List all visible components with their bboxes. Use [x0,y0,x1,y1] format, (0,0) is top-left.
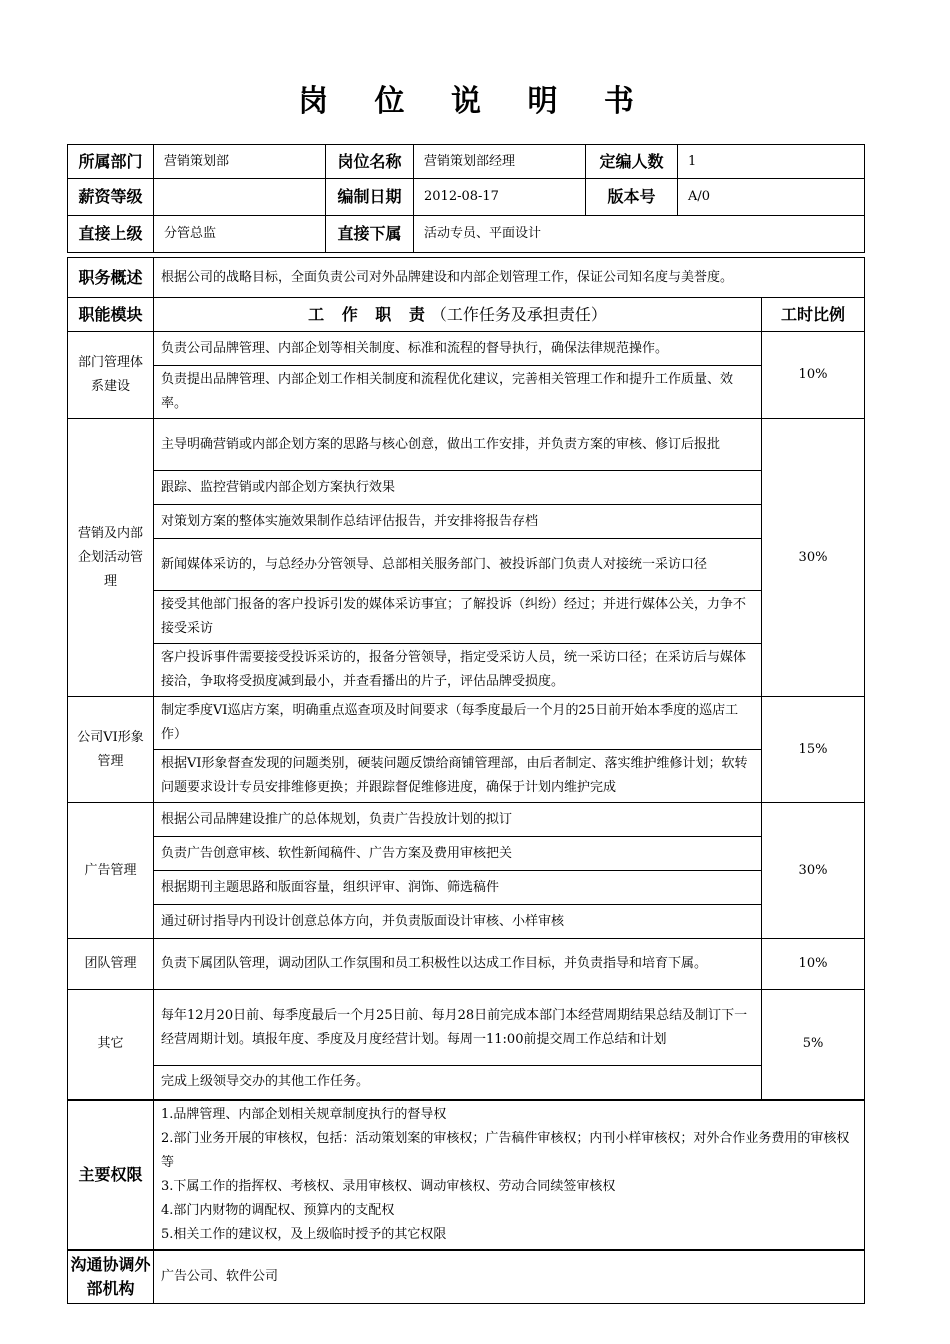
version-label: 版本号 [586,179,678,216]
authority-item: 1.品牌管理、内部企划相关规章制度执行的督导权 [161,1106,447,1122]
module-name: 公司VI形象管理 [68,697,154,803]
module-name: 营销及内部企划活动管理 [68,419,154,697]
module-ratio: 30% [762,419,865,697]
duty-item: 跟踪、监控营销或内部企划方案执行效果 [154,471,762,505]
authority-label: 主要权限 [68,1100,154,1250]
duty-item: 负责提出品牌管理、内部企划工作相关制度和流程优化建议，完善相关管理工作和提升工作质量、效率。 [154,366,762,419]
quota-value: 1 [678,145,865,179]
duty-item: 通过研讨指导内刊设计创意总体方向，并负责版面设计审核、小样审核 [154,905,762,939]
duty-item: 制定季度VI巡店方案，明确重点巡查项及时间要求（每季度最后一个月的25日前开始本季度的巡店工作） [154,697,762,750]
authority-item: 3.下属工作的指挥权、考核权、录用审核权、调动审核权、劳动合同续签审核权 [161,1178,616,1194]
date-value: 2012-08-17 [414,179,586,216]
module-ratio: 30% [762,803,865,939]
salary-value [154,179,326,216]
duty-header-note: （工作任务及承担责任） [430,304,607,324]
dept-label: 所属部门 [68,145,154,179]
authority-item: 5.相关工作的建议权，及上级临时授予的其它权限 [161,1226,447,1242]
duty-item: 根据公司品牌建设推广的总体规划，负责广告投放计划的拟订 [154,803,762,837]
duty-item: 完成上级领导交办的其他工作任务。 [154,1066,762,1100]
salary-label: 薪资等级 [68,179,154,216]
duty-item: 客户投诉事件需要接受投诉采访的，报备分管领导，指定受采访人员，统一采访口径；在采访后与媒体接洽，争取将受损度减到最小，并查看播出的片子，评估品牌受损度。 [154,644,762,697]
basic-info-table [67,144,865,253]
subordinate-label: 直接下属 [326,216,414,253]
summary-text: 根据公司的战略目标，全面负责公司对外品牌建设和内部企划管理工作，保证公司知名度与美誉度。 [154,258,865,298]
dept-value: 营销策划部 [154,145,326,179]
post-label: 岗位名称 [326,145,414,179]
duty-item: 根据期刊主题思路和版面容量，组织评审、润饰、筛选稿件 [154,871,762,905]
module-ratio: 5% [762,990,865,1100]
module-ratio: 10% [762,332,865,419]
module-name: 部门管理体系建设 [68,332,154,419]
post-value: 营销策划部经理 [414,145,586,179]
version-value: A/0 [678,179,865,216]
module-name: 广告管理 [68,803,154,939]
authority-list [154,1100,865,1250]
duty-header-bold: 工 作 职 责 [308,304,431,324]
module-column-header: 职能模块 [68,298,154,332]
duties-table [67,257,865,1304]
duty-item: 负责下属团队管理，调动团队工作氛围和员工积极性以达成工作目标，并负责指导和培育下属。 [154,939,762,990]
summary-label: 职务概述 [68,258,154,298]
external-label: 沟通协调外部机构 [68,1250,154,1304]
duty-column-header [154,298,762,332]
duty-item: 负责广告创意审核、软性新闻稿件、广告方案及费用审核把关 [154,837,762,871]
duty-item: 对策划方案的整体实施效果制作总结评估报告，并安排将报告存档 [154,505,762,539]
ratio-column-header: 工时比例 [762,298,865,332]
duty-item: 接受其他部门报备的客户投诉引发的媒体采访事宜；了解投诉（纠纷）经过；并进行媒体公关，力争不接受采访 [154,591,762,644]
module-name: 团队管理 [68,939,154,990]
duty-item: 新闻媒体采访的，与总经办分管领导、总部相关服务部门、被投诉部门负责人对接统一采访口径 [154,539,762,591]
duty-item: 根据VI形象督查发现的问题类别，硬装问题反馈给商铺管理部，由后者制定、落实维护维修计划；软转问题要求设计专员安排维修更换；并跟踪督促维修进度，确保于计划内维护完成 [154,750,762,803]
external-text: 广告公司、软件公司 [154,1250,865,1304]
page-title: 岗 位 说 明 书 [298,84,652,119]
authority-item: 2.部门业务开展的审核权，包括：活动策划案的审核权；广告稿件审核权；内刊小样审核权；对外合作业务费用的审核权等 [161,1130,850,1170]
quota-label: 定编人数 [586,145,678,179]
superior-label: 直接上级 [68,216,154,253]
module-name: 其它 [68,990,154,1100]
date-label: 编制日期 [326,179,414,216]
module-ratio: 10% [762,939,865,990]
duty-item: 每年12月20日前、每季度最后一个月25日前、每月28日前完成本部门本经营周期结果总结及制订下一经营周期计划。填报年度、季度及月度经营计划。每周一11:00前提交周工作总结和计划 [154,990,762,1066]
module-ratio: 15% [762,697,865,803]
authority-item: 4.部门内财物的调配权、预算内的支配权 [161,1202,395,1218]
duty-item: 负责公司品牌管理、内部企划等相关制度、标准和流程的督导执行，确保法律规范操作。 [154,332,762,366]
duty-item: 主导明确营销或内部企划方案的思路与核心创意，做出工作安排，并负责方案的审核、修订后报批 [154,419,762,471]
superior-value: 分管总监 [154,216,326,253]
subordinate-value: 活动专员、平面设计 [414,216,865,253]
